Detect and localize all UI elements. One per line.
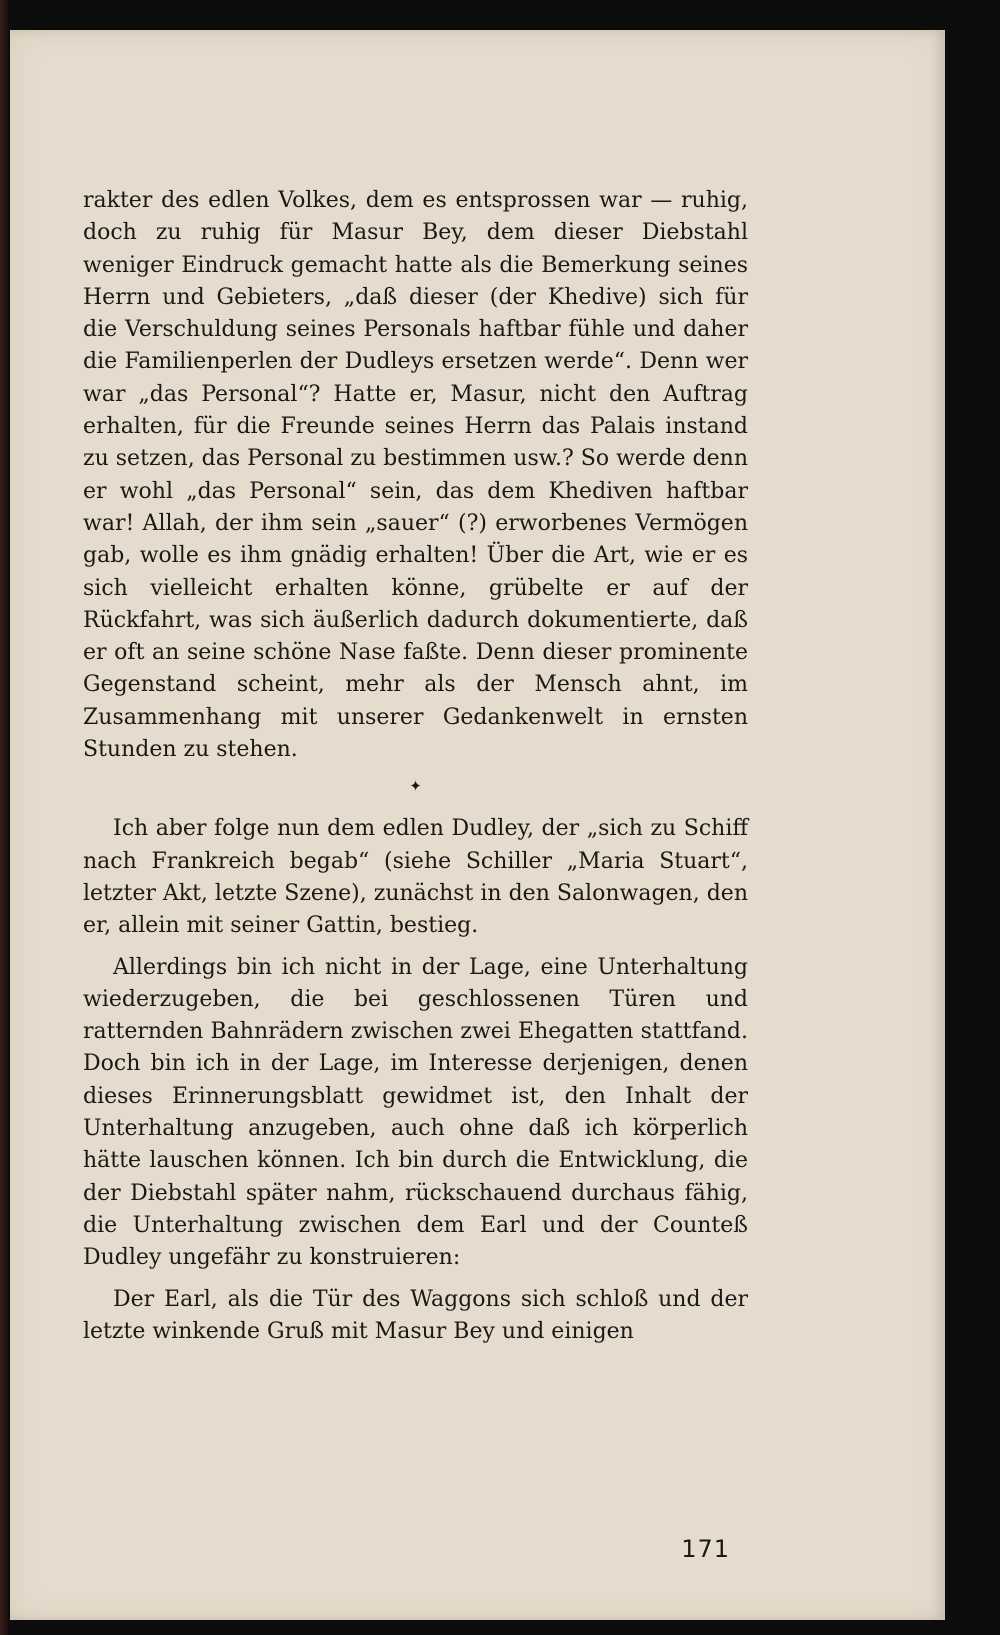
section-ornament: ✦	[409, 777, 422, 796]
paragraph-earl: Der Earl, als die Tür des Waggons sich schloß und der letzte winkende Gruß mit Masur Bey und einigen	[83, 1286, 748, 1344]
paragraph-continuation: rakter des edlen Volkes, dem es entsprossen war — ruhig, doch zu ruhig für Masur Bey, dem dieser Diebstahl weniger Eindruck gemacht hatte als die Bemerkung seines Herrn und Gebieters, „daß dieser (der Khedive) sich für die Verschuldung seines Personals haftbar fühle und daher die Familienperlen der Dudleys ersetzen werde“. Denn wer war „das Personal“? Hatte er, Masur, nicht den Auftrag erhalten, für die Freunde seines Herrn das Palais instand zu setzen, das Personal zu bestimmen usw.? So werde denn er wohl „das Personal“ sein, das dem Khediven haftbar war! Allah, der ihm sein „sauer“ (?) erworbenes Vermögen gab, wolle es ihm gnädig erhalten! Über die Art, wie er es sich vielleicht erhalten könne, grübelte er auf der Rückfahrt, was sich äußerlich dadurch dokumentierte, daß er oft an seine schöne Nase faßte. Denn dieser prominente Gegenstand scheint, mehr als der Mensch ahnt, im Zusammenhang mit unserer Gedankenwelt in ernsten Stunden zu stehen.	[83, 188, 748, 763]
book-edge	[0, 0, 8, 1635]
book-page	[10, 30, 945, 1620]
paragraph-conversation: Allerdings bin ich nicht in der Lage, eine Unterhaltung wiederzugeben, die bei geschlossenen Türen und ratternden Bahnrädern zwischen zwei Ehegatten stattfand. Doch bin ich in der Lage, im Interesse derjenigen, denen dieses Erinnerungsblatt gewidmet ist, den Inhalt der Unterhaltung anzugeben, auch ohne daß ich körperlich hätte lauschen können. Ich bin durch die Entwicklung, die der Diebstahl später nahm, rückschauend durchaus fähig, die Unterhaltung zwischen dem Earl und der Counteß Dudley ungefähr zu konstruieren:	[83, 954, 748, 1271]
paragraph-dudley-journey: Ich aber folge nun dem edlen Dudley, der „sich zu Schiff nach Frankreich begab“ (siehe Schiller „Maria Stuart“, letzter Akt, letzte Szene), zunächst in den Salonwagen, den er, allein mit seiner Gattin, bestieg.	[83, 816, 748, 939]
page-number: 171	[681, 1535, 730, 1563]
body-text	[83, 185, 748, 1348]
